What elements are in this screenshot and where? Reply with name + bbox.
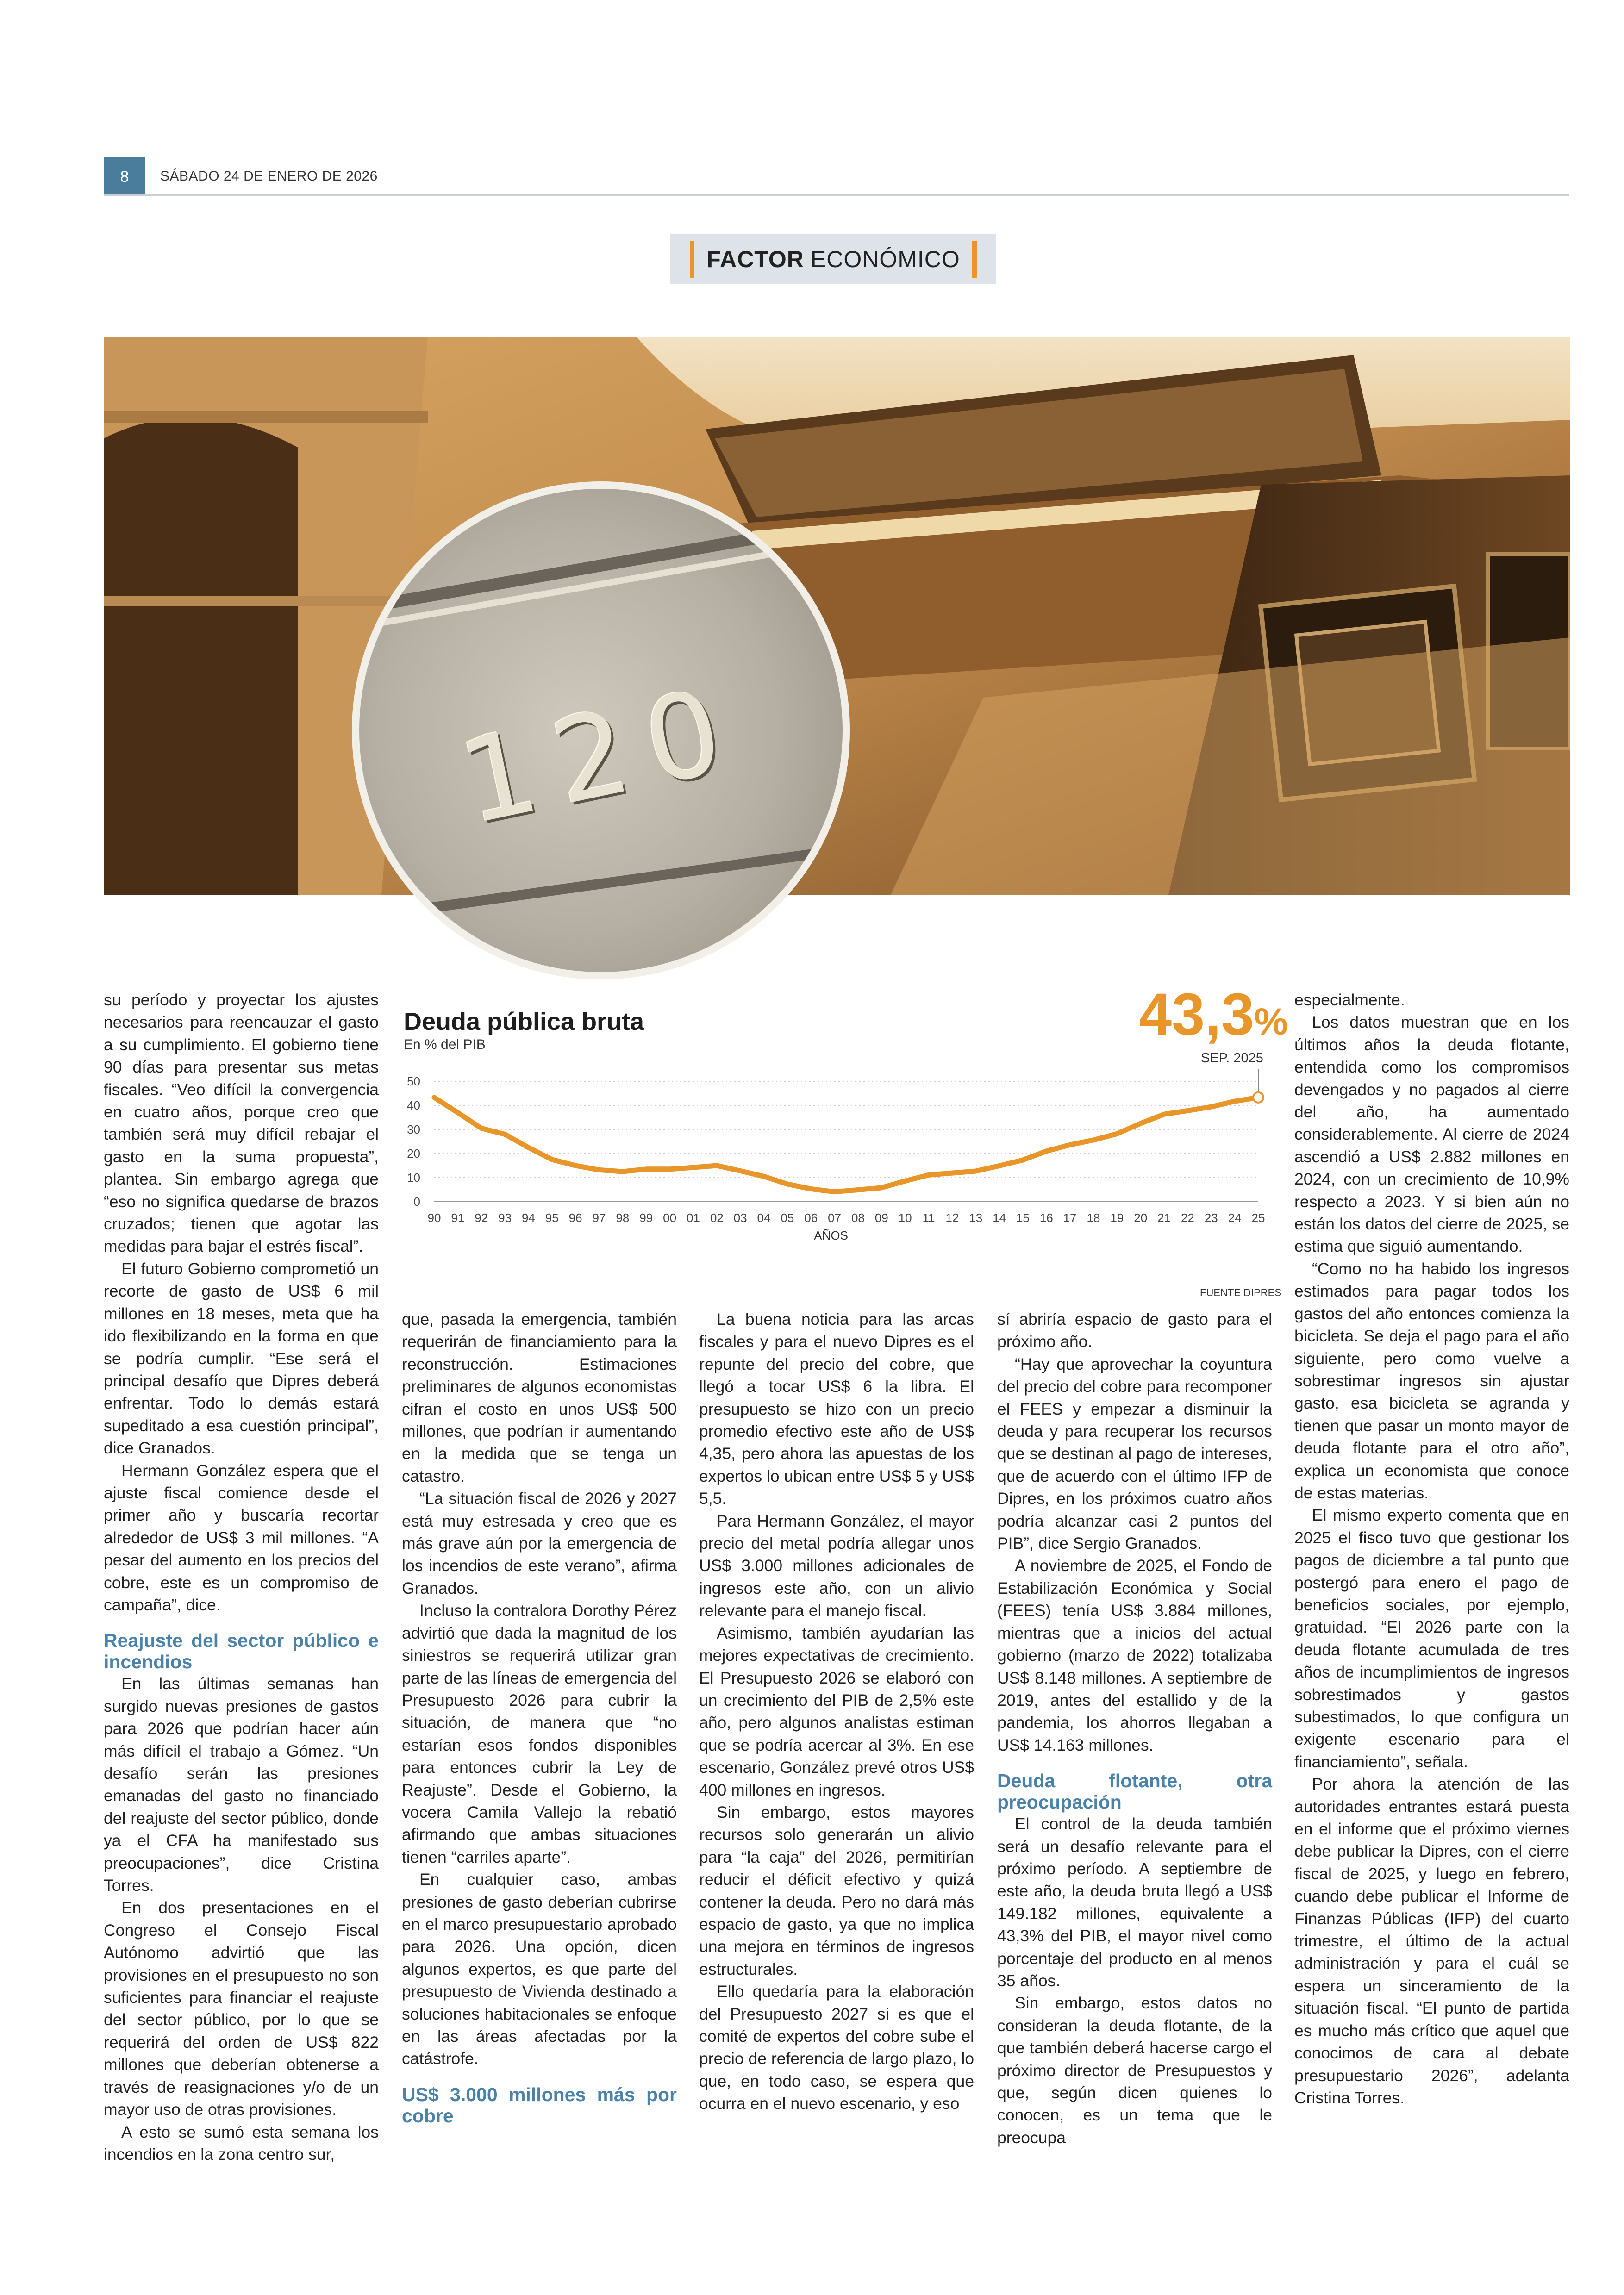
article-column-5 xyxy=(1294,989,1569,2109)
subheading: US$ 3.000 millones más por cobre xyxy=(402,2083,677,2127)
x-tick-label: 00 xyxy=(663,1211,677,1225)
issue-date: SÁBADO 24 DE ENERO DE 2026 xyxy=(160,168,378,184)
paragraph: Ello quedaría para la elaboración del Presupuesto 2027 si es que el comité de expertos del cobre sube el precio de referencia de largo plazo, lo que, en todo caso, se espera que ocurra en el nuevo escenario, y eso xyxy=(699,1982,974,2113)
x-tick-label: 03 xyxy=(733,1211,747,1225)
article-column-4 xyxy=(997,1308,1272,2149)
x-tick-label: 04 xyxy=(757,1211,771,1225)
x-tick-label: 19 xyxy=(1110,1211,1124,1225)
x-tick-label: 98 xyxy=(616,1211,630,1225)
x-tick-label: 93 xyxy=(498,1211,512,1225)
x-tick-label: 16 xyxy=(1039,1211,1053,1225)
y-tick-label: 10 xyxy=(407,1171,420,1185)
paragraph: En las últimas semanas han surgido nuevas presiones de gastos para 2026 que podrían hacer aún más difícil el trabajo a Gómez. “Un desafío serán las presiones emanadas del gasto no financiado del reajuste del sector público, donde ya el CFA ha manifestado sus preocupaciones”, dice Cristina Torres. xyxy=(104,1674,379,1895)
x-tick-label: 07 xyxy=(828,1211,842,1225)
chart-source: FUENTE DIPRES xyxy=(1200,1287,1282,1298)
paragraph: La buena noticia para las arcas fiscales y para el nuevo Dipres es el repunte del precio del cobre, que llegó a tocar US$ 6 la libra. El presupuesto se hizo con un precio promedio efectivo este año de US$ 4,35, pero ahora las apuestas de los expertos lo ubican entre US$ 5 y US$ 5,5. xyxy=(699,1310,974,1508)
subheading: Reajuste del sector público e incendios xyxy=(104,1630,379,1673)
paragraph: A noviembre de 2025, el Fondo de Estabilización Económica y Social (FEES) tenía US$ 3.884 millones, mientras que a inicios del actual gobierno (marzo de 2022) totalizaba US$ 8.148 millones. A septiembre de 2019, antes del estallido y de la pandemia, los ahorros llegaban a US$ 14.163 millones. xyxy=(997,1556,1272,1754)
paragraph: especialmente. xyxy=(1294,991,1405,1009)
page-number: 8 xyxy=(104,157,145,196)
paragraph: Sin embargo, estos mayores recursos solo generarán un alivio para “la caja” del 2026, permitirían reducir el déficit efectivo y quizá contener la deuda. Pero no dará más espacio de gasto, ya que no implica una mejora en términos de ingresos estructurales. xyxy=(699,1802,974,1978)
x-tick-label: 06 xyxy=(804,1211,818,1225)
x-tick-label: 97 xyxy=(592,1211,606,1225)
x-tick-label: 17 xyxy=(1063,1211,1077,1225)
paragraph: “Hay que aprovechar la coyuntura del precio del cobre para recomponer el FEES y empezar a disminuir la deuda y para recuperar los recursos que se destinan al pago de intereses, que de acuerdo con el último IFP de Dipres, en los próximos cuatro años podría alcanzar casi 2 puntos del PIB”, dice Sergio Granados. xyxy=(997,1354,1272,1553)
subheading: Deuda flotante, otra preocupación xyxy=(997,1770,1272,1813)
paragraph: Asimismo, también ayudarían las mejores expectativas de crecimiento. El Presupuesto 2026 se elaboró con un crecimiento del PIB de 2,5% este año, pero algunos analistas estiman que se podría acercar al 3%. En ese escenario, González prevé otros US$ 400 millones en ingresos. xyxy=(699,1623,974,1799)
paragraph: Para Hermann González, el mayor precio del metal podría allegar unos US$ 3.000 millones adicionales de ingresos este año, con un alivio relevante para el manejo fiscal. xyxy=(699,1511,974,1620)
article-column-2 xyxy=(402,1308,677,2127)
x-tick-label: 21 xyxy=(1157,1211,1171,1225)
x-tick-label: 94 xyxy=(521,1211,535,1225)
section-tag xyxy=(670,234,996,284)
chart-title: Deuda pública bruta xyxy=(404,1008,644,1035)
article-column-3 xyxy=(699,1308,974,2115)
paragraph: Sin embargo, estos datos no consideran la deuda flotante, de la que también deberá hacerse cargo el próximo director de Presupuestos y que, según dicen quienes lo conocen, es un tema que le preocupa xyxy=(997,1994,1272,2147)
y-tick-label: 50 xyxy=(407,1074,420,1088)
paragraph: A esto se sumó esta semana los incendios en la zona centro sur, xyxy=(104,2122,379,2164)
x-tick-label: 95 xyxy=(545,1211,559,1225)
section-label-bold: FACTOR xyxy=(706,246,804,272)
chart-grid xyxy=(434,1081,1258,1202)
section-label xyxy=(670,234,996,284)
paragraph: Hermann González espera que el ajuste fiscal comience desde el primer año y buscaría recortar alrededor de US$ 3 mil millones. “A pesar del aumento en los precios del cobre, este es un compromiso de campaña”, dice. xyxy=(104,1461,379,1614)
paragraph: sí abriría espacio de gasto para el próximo año. xyxy=(997,1310,1272,1351)
chart-x-label: AÑOS xyxy=(814,1229,848,1242)
x-tick-label: 13 xyxy=(969,1211,983,1225)
debt-line-chart xyxy=(398,1065,1278,1305)
x-tick-label: 08 xyxy=(851,1211,865,1225)
chart-highlight-number: 43,3 xyxy=(1139,981,1255,1048)
chart-series xyxy=(434,1069,1263,1192)
paragraph: su período y proyectar los ajustes necesarios para reencauzar el gasto a su cumplimiento. El gobierno tiene 90 días para presentar sus metas fiscales. “Veo difícil la convergencia en cuatro años, porque creo que también será muy difícil rebajar el gasto en la suma propuesta”, plantea. Sin embargo agrega que “eso no significa quedarse de brazos cruzados; tienen que agotar las medidas para bajar el estrés fiscal”. xyxy=(104,991,379,1256)
y-tick-label: 20 xyxy=(407,1147,420,1160)
x-tick-label: 05 xyxy=(781,1211,794,1225)
paragraph: Por ahora la atención de las autoridades entrantes estará puesta en el informe que el próximo viernes debe publicar la Dipres, con el cierre fiscal de 2025, y luego en febrero, cuando debe publicar el Informe de Finanzas Públicas (IFP) del cuarto trimestre, el último de la actual administración y para el cuál se espera un sinceramiento de la situación fiscal. “El punto de partida es mucho más crítico que aquel que conocimos de cara al debate presupuestario 2026”, adelanta Cristina Torres. xyxy=(1294,1775,1569,2107)
paragraph: “La situación fiscal de 2026 y 2027 está muy estresada y creo que es más grave aún por la emergencia de los incendios de este verano”, afirma Granados. xyxy=(402,1489,677,1597)
x-tick-label: 02 xyxy=(710,1211,724,1225)
x-tick-label: 15 xyxy=(1016,1211,1030,1225)
paragraph: Los datos muestran que en los últimos años la deuda flotante, entendida como los compromisos devengados y no pagados al cierre del año, ha aumentado considerablemente. Al cierre de 2024 ascendió a US$ 2.882 millones en 2024, con un crecimiento de 10,9% respecto a 2023. Y si bien aún no están los datos del cierre de 2025, se estima que siguió aumentando. xyxy=(1294,1013,1569,1256)
photo-magnifier-circle xyxy=(352,481,850,979)
paragraph: El futuro Gobierno comprometió un recorte de gasto de US$ 6 mil millones en 18 meses, meta que ha ido flexibilizando en la forma en que se podría cumplir. “Ese será el principal desafío que Dipres deberá enfrentar. Todo lo demás estará supeditado a esa cuestión principal”, dice Granados. xyxy=(104,1259,379,1458)
y-tick-label: 40 xyxy=(407,1098,420,1112)
x-tick-label: 24 xyxy=(1228,1211,1242,1225)
x-tick-label: 20 xyxy=(1134,1211,1148,1225)
x-tick-label: 14 xyxy=(993,1211,1006,1225)
x-tick-label: 25 xyxy=(1251,1211,1265,1225)
x-tick-label: 10 xyxy=(898,1211,912,1225)
x-tick-label: 09 xyxy=(874,1211,888,1225)
building-number: 120 xyxy=(449,660,753,851)
chart-highlight-date: SEP. 2025 xyxy=(1201,1051,1263,1066)
x-tick-label: 99 xyxy=(639,1211,653,1225)
x-tick-label: 11 xyxy=(922,1211,935,1225)
y-tick-label: 0 xyxy=(413,1195,420,1209)
paragraph: En dos presentaciones en el Congreso el Consejo Fiscal Autónomo advirtió que las provisiones en el presupuesto no son suficientes para financiar el reajuste del sector público, por lo que se requerirá del orden de US$ 822 millones que deberían obtenerse a través de reasignaciones y/o de un mayor uso de otras provisiones. xyxy=(104,1898,379,2119)
x-tick-label: 18 xyxy=(1087,1211,1100,1225)
x-tick-label: 90 xyxy=(427,1211,441,1225)
last-data-point xyxy=(1253,1092,1263,1103)
x-tick-label: 96 xyxy=(568,1211,582,1225)
chart-highlight-value xyxy=(1139,980,1288,1048)
chart-highlight-unit: % xyxy=(1254,1001,1288,1043)
magnifier-ledge-top xyxy=(362,536,850,630)
article-column-1 xyxy=(104,989,379,2165)
y-tick-label: 30 xyxy=(407,1123,420,1136)
x-tick-label: 91 xyxy=(451,1211,465,1225)
paragraph: que, pasada la emergencia, también requerirán de financiamiento para la reconstrucción. Estimaciones preliminares de algunos economistas cifran el costo en unos US$ 500 millones, que podrían ir aumentando en la medida que se tenga un catastro. xyxy=(402,1310,677,1485)
x-tick-label: 12 xyxy=(945,1211,959,1225)
paragraph: “Como no ha habido los ingresos estimados para pagar todos los gastos del año entonces comienza la bicicleta. Se deja el pago para el año siguiente, pero como vuelve a sobrestimar ingresos sin ajustar gasto, esa bicicleta se agranda y tienen que pasar un monto mayor de deuda flotante para el otro año”, explica un economista que conoce de estas materias. xyxy=(1294,1259,1569,1502)
paragraph: Incluso la contralora Dorothy Pérez advirtió que dada la magnitud de los siniestros se requerirá utilizar gran parte de las líneas de emergencia del Presupuesto 2026 para cubrir la situación, de manera que “no estarían esos fondos disponibles para entonces cubrir la Ley de Reajuste”. Desde el Gobierno, la vocera Camila Vallejo la rebatió afirmando que ambas situaciones tienen “carriles aparte”. xyxy=(402,1601,677,1866)
x-tick-label: 23 xyxy=(1204,1211,1218,1225)
paragraph: El mismo experto comenta que en 2025 el fisco tuvo que gestionar los pagos de diciembre a tal punto que postergó para enero el pago de beneficios sociales, por ejemplo, gratuidad. “El 2026 parte con la deuda flotante acumulada de tres años de incumplimientos de ingresos sobrestimados y gastos subestimados, lo que configura un exigente escenario para el financiamiento”, señala. xyxy=(1294,1506,1569,1771)
chart-subtitle: En % del PIB xyxy=(404,1037,486,1052)
x-tick-label: 01 xyxy=(686,1211,700,1225)
chart-y-axis xyxy=(407,1074,420,1209)
paragraph: El control de la deuda también será un desafío relevante para el próximo período. A septiembre de este año, la deuda bruta llegó a US$ 149.182 millones, equivalente a 43,3% del PIB, el mayor nivel como porcentaje del producto en al menos 35 años. xyxy=(997,1815,1272,1990)
paragraph: En cualquier caso, ambas presiones de gasto deberían cubrirse en el marco presupuestario aprobado para 2026. Una opción, dicen algunos expertos, es que parte del presupuesto de Vivienda destinado a soluciones habitacionales se enfoque en las áreas afectadas por la catástrofe. xyxy=(402,1870,677,2068)
building-facade-illustration xyxy=(104,337,1570,895)
x-tick-label: 22 xyxy=(1181,1211,1194,1225)
section-label-light: ECONÓMICO xyxy=(810,246,960,272)
x-tick-label: 92 xyxy=(475,1211,488,1225)
building-photo xyxy=(104,337,1570,895)
header-rule xyxy=(104,194,1569,196)
chart-x-axis xyxy=(428,1211,1265,1225)
